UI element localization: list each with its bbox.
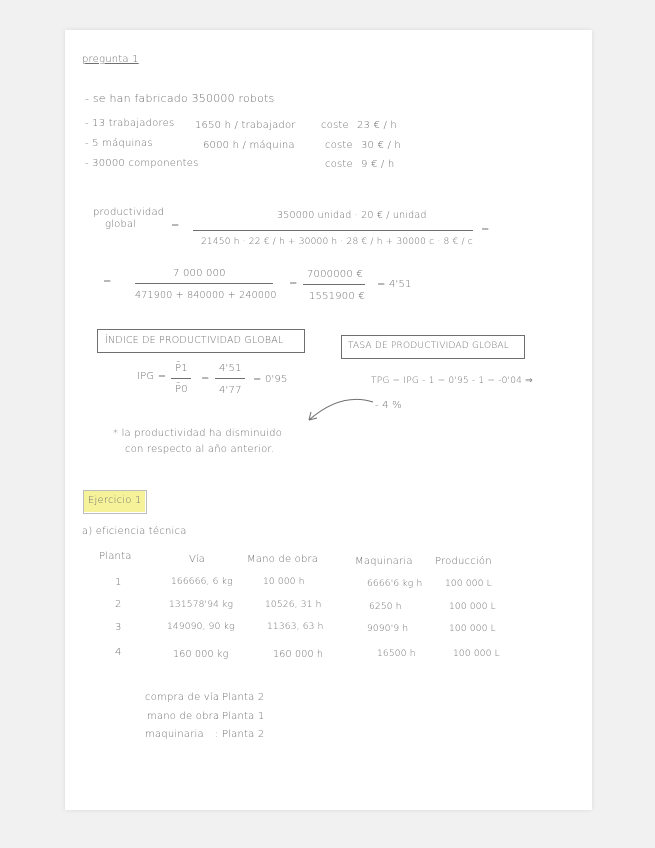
row1-produccion: 100 000 L	[445, 579, 492, 589]
row3-mano-obra: 11363, 63 h	[267, 622, 324, 632]
row3-planta: 3	[115, 622, 122, 633]
exercise-subtitle: a) eficiencia técnica	[82, 526, 187, 537]
productivity-result: = 4'51	[377, 279, 412, 290]
ipg-p0: P̄0	[175, 384, 188, 395]
workers-hours: 1650 h / trabajador	[195, 120, 296, 131]
bullet-workers: - 13 trabajadores	[85, 118, 175, 129]
ipg-den: 4'77	[219, 385, 242, 396]
conclusion-maq-label: maquinaria	[145, 729, 204, 740]
conclusion-via-label: compra de vía	[145, 692, 220, 703]
note-line-2: con respecto al año anterior.	[125, 444, 275, 455]
row1-mano-obra: 10 000 h	[263, 577, 305, 587]
numerator-3: 7000000 €	[307, 269, 363, 280]
row2-mano-obra: 10526, 31 h	[265, 600, 322, 610]
index-box-label: ÍNDICE DE PRODUCTIVIDAD GLOBAL	[105, 335, 284, 346]
denominator-3: 1551900 €	[309, 291, 365, 302]
row1-planta: 1	[115, 577, 122, 588]
curved-arrow-icon	[301, 396, 381, 426]
conclusion-mano-value: : Planta 1	[215, 711, 265, 722]
machines-cost-value: 30 € / h	[361, 140, 401, 151]
exercise-title: Ejercicio 1	[88, 495, 142, 506]
fraction-bar-2	[135, 283, 273, 284]
components-cost-label: coste	[325, 159, 353, 170]
row4-produccion: 100 000 L	[453, 649, 500, 659]
bullet-robots: - se han fabricado 350000 robots	[85, 92, 275, 105]
productivity-label-1: productividad	[93, 207, 165, 218]
ipg-label: IPG =	[137, 371, 167, 382]
header-produccion: Producción	[435, 556, 492, 567]
productivity-numerator: 350000 unidad · 20 € / unidad	[277, 210, 427, 221]
bullet-components: - 30000 componentes	[85, 158, 199, 169]
ipg-equals: =	[201, 373, 210, 384]
conclusion-maq-value: : Planta 2	[215, 729, 265, 740]
header-via: Vía	[189, 554, 206, 565]
scanned-page	[65, 30, 592, 810]
ipg-p1: P̄1	[175, 363, 188, 374]
numerator-2: 7 000 000	[173, 268, 226, 279]
conclusion-via-value: : Planta 2	[215, 692, 265, 703]
tpg-percent: - 4 %	[375, 400, 402, 411]
row1-maquinaria: 6666'6 kg h	[367, 579, 423, 589]
productivity-denominator: 21450 h · 22 € / h + 30000 h · 28 € / h + 30000 c · 8 € / c	[201, 237, 473, 247]
rate-box-label: TASA DE PRODUCTIVIDAD GLOBAL	[348, 341, 509, 351]
ipg-num: 4'51	[219, 363, 242, 374]
machines-cost-label: coste	[325, 140, 353, 151]
row4-planta: 4	[115, 647, 122, 658]
equals-tail: =	[481, 224, 490, 235]
workers-cost-value: 23 € / h	[357, 120, 397, 131]
header-maquinaria: Maquinaria	[355, 556, 413, 567]
denominator-2: 471900 + 840000 + 240000	[135, 290, 277, 301]
row3-via: 149090, 90 kg	[167, 622, 235, 632]
row3-maquinaria: 9090'9 h	[367, 624, 409, 634]
row2-maquinaria: 6250 h	[369, 602, 402, 612]
productivity-label-2: global	[105, 219, 137, 230]
page-title: pregunta 1	[82, 54, 139, 65]
equals-2: =	[103, 276, 112, 287]
row1-via: 166666, 6 kg	[171, 577, 233, 587]
row2-via: 131578'94 kg	[169, 600, 234, 610]
row2-produccion: 100 000 L	[449, 602, 496, 612]
fraction-bar-1	[193, 230, 473, 231]
rate-box	[341, 335, 525, 359]
row4-mano-obra: 160 000 h	[273, 649, 324, 660]
fraction-bar-p	[171, 378, 191, 379]
header-planta: Planta	[99, 551, 132, 562]
header-mano-de-obra: Mano de obra	[247, 554, 319, 565]
equals-1: =	[171, 220, 180, 231]
row4-maquinaria: 16500 h	[377, 649, 416, 659]
row2-planta: 2	[115, 599, 122, 610]
components-cost-value: 9 € / h	[361, 159, 395, 170]
fraction-bar-3	[303, 284, 365, 285]
equals-3: =	[289, 278, 298, 289]
workers-cost-label: coste	[321, 120, 349, 131]
bullet-machines: - 5 máquinas	[85, 138, 153, 149]
row3-produccion: 100 000 L	[449, 624, 496, 634]
row4-via: 160 000 kg	[173, 649, 229, 660]
ipg-result: = 0'95	[253, 374, 288, 385]
conclusion-mano-label: mano de obra	[147, 711, 220, 722]
index-box	[97, 329, 305, 353]
machines-hours: 6000 h / máquina	[203, 140, 295, 151]
note-line-1: * la productividad ha disminuido	[113, 428, 283, 439]
fraction-bar-ipg	[215, 378, 245, 379]
tpg-formula: TPG = IPG - 1 = 0'95 - 1 = -0'04 ⇒	[371, 376, 533, 386]
